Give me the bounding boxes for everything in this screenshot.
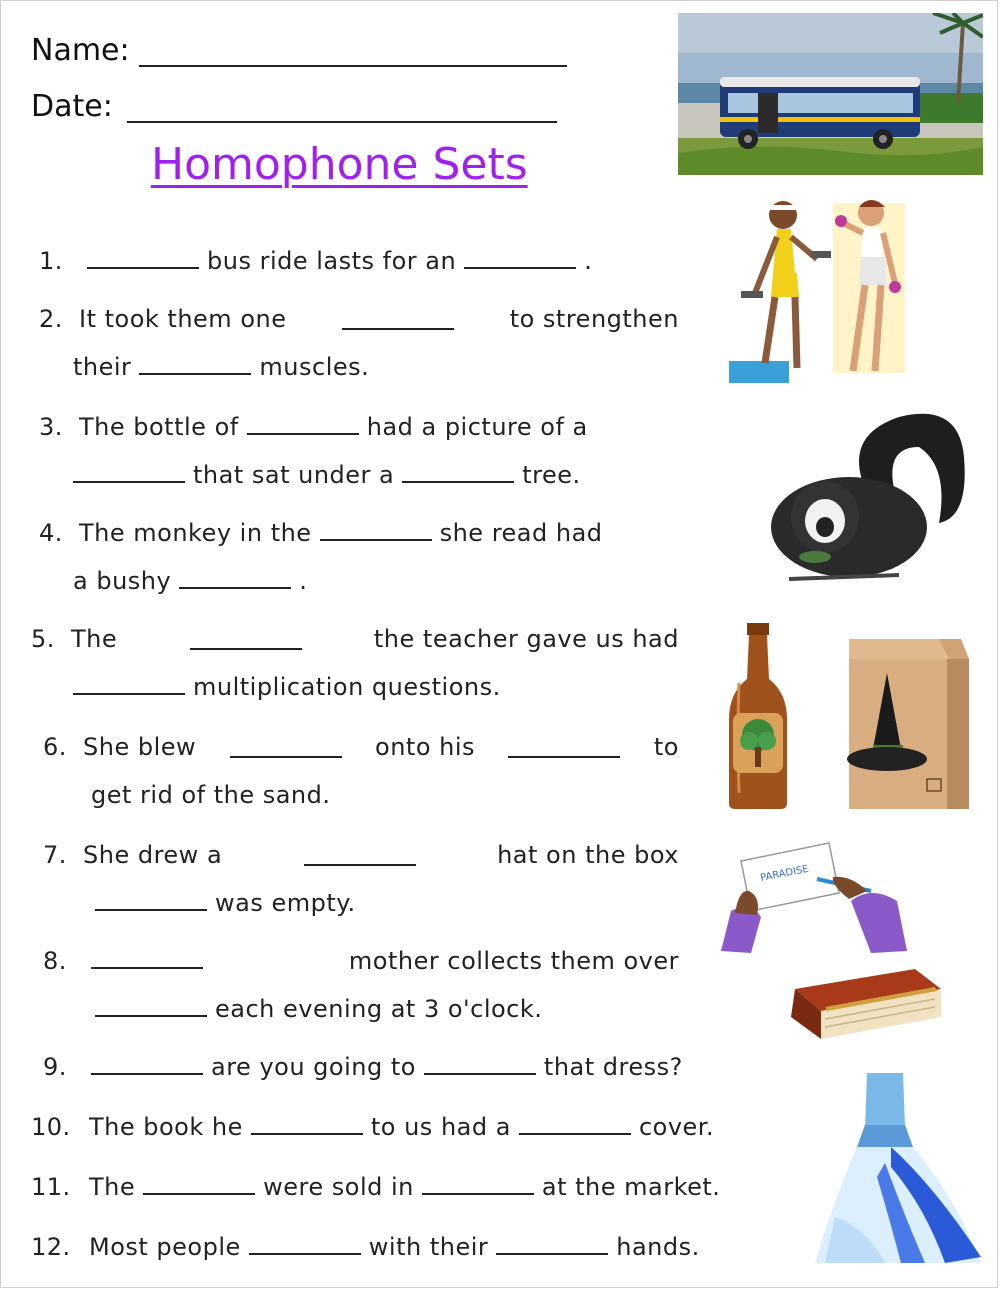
question-text: she read had xyxy=(439,519,603,547)
question-text: bus ride lasts for an xyxy=(207,247,457,275)
question-text: get rid of the sand. xyxy=(91,781,331,809)
saki-monkey xyxy=(749,397,969,589)
answer-blank[interactable] xyxy=(249,1233,361,1255)
answer-blank[interactable] xyxy=(424,1053,536,1075)
question-text: with their xyxy=(368,1233,489,1261)
question-1 xyxy=(39,237,592,285)
question-2 xyxy=(39,295,679,391)
question-text: that dress? xyxy=(543,1053,683,1081)
answer-blank[interactable] xyxy=(342,308,454,330)
answer-blank[interactable] xyxy=(230,736,342,758)
question-number: 1. xyxy=(39,247,63,275)
answer-blank[interactable] xyxy=(519,1113,631,1135)
question-text: multiplication questions. xyxy=(193,673,501,701)
name-label: Name: xyxy=(31,33,130,68)
question-number: 8. xyxy=(43,947,67,975)
answer-blank[interactable] xyxy=(304,844,416,866)
question-text: . xyxy=(299,567,308,595)
answer-blank[interactable] xyxy=(179,567,291,589)
date-label: Date: xyxy=(31,89,113,124)
question-number: 5. xyxy=(31,625,55,653)
question-number: 9. xyxy=(43,1053,67,1081)
answer-blank[interactable] xyxy=(496,1233,608,1255)
answer-blank[interactable] xyxy=(91,947,203,969)
bottle-with-tree-label xyxy=(725,623,791,811)
question-text: She drew a xyxy=(83,841,223,869)
answer-blank[interactable] xyxy=(95,889,207,911)
answer-blank[interactable] xyxy=(95,995,207,1017)
question-text: at the market. xyxy=(541,1173,721,1201)
question-text: . xyxy=(584,247,593,275)
question-number: 7. xyxy=(43,841,67,869)
question-5 xyxy=(31,615,679,711)
question-text: The xyxy=(89,1173,136,1201)
answer-blank[interactable] xyxy=(508,736,620,758)
answer-blank[interactable] xyxy=(320,519,432,541)
question-text: The xyxy=(71,625,118,653)
question-text: hat on the box xyxy=(497,841,679,869)
question-number: 2. xyxy=(39,305,63,333)
answer-blank[interactable] xyxy=(464,247,576,269)
question-text: She blew xyxy=(83,733,197,761)
answer-blank[interactable] xyxy=(251,1113,363,1135)
question-10 xyxy=(31,1103,714,1151)
question-text: Most people xyxy=(89,1233,241,1261)
question-text: was empty. xyxy=(215,889,356,917)
answer-blank[interactable] xyxy=(73,461,185,483)
question-12 xyxy=(31,1223,700,1271)
question-number: 6. xyxy=(43,733,67,761)
question-text: onto his xyxy=(375,733,476,761)
question-text: each evening at 3 o'clock. xyxy=(215,995,543,1023)
hand-writing-paradise xyxy=(721,841,907,953)
question-text: muscles. xyxy=(259,353,370,381)
question-6 xyxy=(43,723,679,819)
question-text: The monkey in the xyxy=(79,519,312,547)
question-number: 4. xyxy=(39,519,63,547)
question-text: cover. xyxy=(638,1113,715,1141)
answer-blank[interactable] xyxy=(73,673,185,695)
answer-blank[interactable] xyxy=(139,353,251,375)
question-text: their xyxy=(73,353,132,381)
question-number: 10. xyxy=(31,1113,71,1141)
answer-blank[interactable] xyxy=(422,1173,534,1195)
question-text: the teacher gave us had xyxy=(373,625,679,653)
date-line[interactable] xyxy=(127,121,557,123)
question-text: to strengthen xyxy=(509,305,679,333)
question-4 xyxy=(39,509,679,605)
question-number: 3. xyxy=(39,413,63,441)
question-text: tree. xyxy=(522,461,581,489)
paper-text: PARADISE xyxy=(759,863,810,884)
question-text: were sold in xyxy=(263,1173,414,1201)
answer-blank[interactable] xyxy=(402,461,514,483)
question-text: to xyxy=(653,733,679,761)
question-7 xyxy=(43,831,679,927)
exercising-women xyxy=(725,193,915,393)
blue-dress xyxy=(805,1067,985,1271)
question-text: It took them one xyxy=(79,305,287,333)
question-text: had a picture of a xyxy=(366,413,588,441)
question-text: to us had a xyxy=(370,1113,511,1141)
question-9 xyxy=(43,1043,683,1091)
question-text: that sat under a xyxy=(193,461,395,489)
answer-blank[interactable] xyxy=(91,1053,203,1075)
question-text: are you going to xyxy=(211,1053,416,1081)
page-title: Homophone Sets xyxy=(151,139,528,190)
answer-blank[interactable] xyxy=(247,413,359,435)
question-number: 12. xyxy=(31,1233,71,1261)
answer-blank[interactable] xyxy=(143,1173,255,1195)
question-text: hands. xyxy=(616,1233,700,1261)
answer-blank[interactable] xyxy=(190,628,302,650)
question-text: The book he xyxy=(89,1113,243,1141)
question-11 xyxy=(31,1163,720,1211)
answer-blank[interactable] xyxy=(87,247,199,269)
box-with-witch-hat xyxy=(839,629,971,811)
question-3 xyxy=(39,403,679,499)
question-8 xyxy=(43,937,679,1033)
bus-photo xyxy=(678,13,983,175)
question-number: 11. xyxy=(31,1173,71,1201)
question-text: a bushy xyxy=(73,567,172,595)
question-text: The bottle of xyxy=(79,413,239,441)
question-text: mother collects them over xyxy=(348,947,679,975)
name-line[interactable] xyxy=(139,65,567,67)
red-book xyxy=(785,967,945,1041)
